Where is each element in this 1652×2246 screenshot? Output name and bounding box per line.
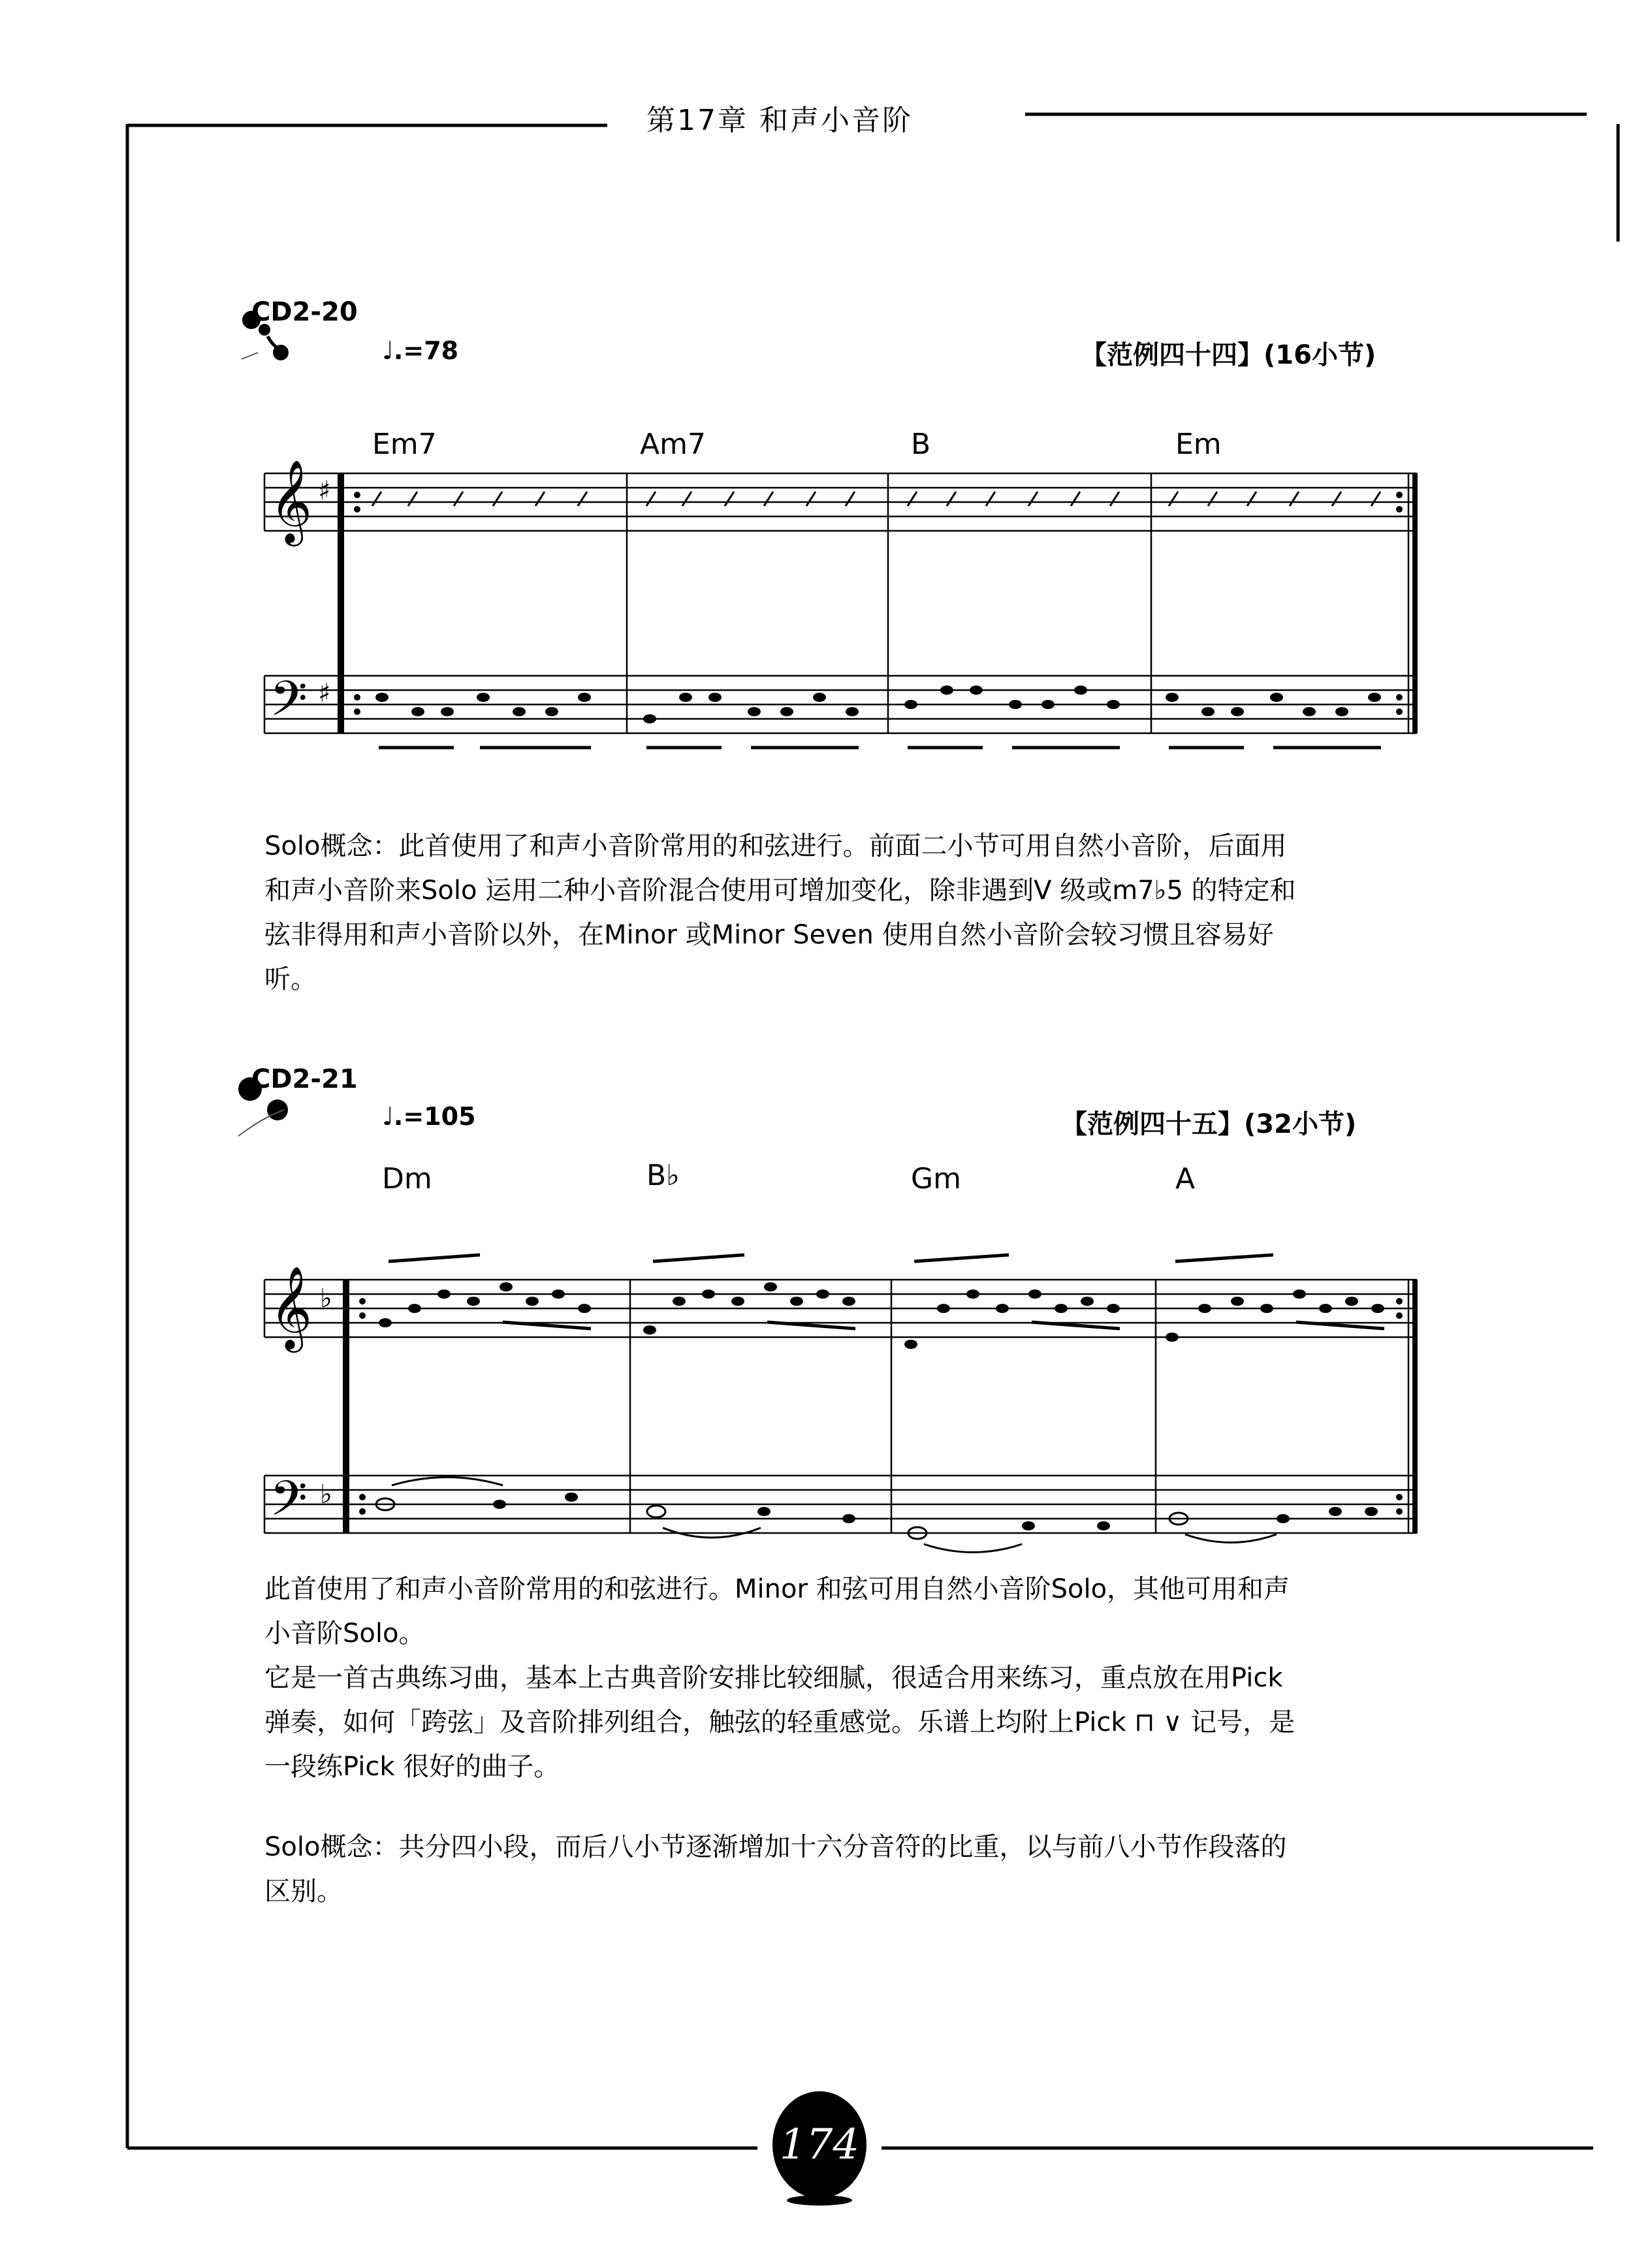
chord-symbol: Gm (911, 1162, 961, 1195)
chord-symbol: Em (1175, 428, 1222, 461)
chord-symbol: Am7 (640, 428, 706, 461)
example44-description (264, 824, 1427, 1002)
svg-text:♯: ♯ (318, 476, 331, 506)
page-border (0, 124, 1652, 2246)
tempo-marking: ♩.=105 (382, 1102, 476, 1131)
example-label: 【范例四十四】(16小节) (1081, 340, 1376, 370)
chord-symbol: Em7 (372, 428, 437, 461)
chord-symbol: Dm (382, 1162, 432, 1195)
text-line: 此首使用了和声小音阶常用的和弦进行。Minor 和弦可用自然小音阶Solo，其他可用和声 (264, 1574, 1290, 1604)
text-line: 弹奏，如何「跨弦」及音阶排列组合，触弦的轻重感觉。乐谱上均附上Pick ⊓ ∨ 记号，是 (264, 1707, 1295, 1737)
cd-track-label: CD2-21 (251, 1064, 358, 1094)
music-staff-system (258, 1214, 1427, 1554)
svg-text:♯: ♯ (318, 678, 331, 708)
text-line: 弦非得用和声小音阶以外，在Minor 或Minor Seven 使用自然小音阶会较习惯且容易好 (264, 920, 1274, 950)
text-line: 和声小音阶来Solo 运用二种小音阶混合使用可增加变化，除非遇到V 级或m7♭5 的特定和 (264, 876, 1296, 906)
svg-text:𝄢: 𝄢 (270, 1470, 308, 1539)
svg-text:𝄞: 𝄞 (270, 460, 313, 543)
text-line: 一段练Pick 很好的曲子。 (264, 1752, 560, 1782)
text-line: 听。 (264, 964, 317, 994)
text-line: Solo概念：共分四小段，而后八小节逐渐增加十六分音符的比重，以与前八小节作段落的 (264, 1832, 1287, 1862)
example45-description (264, 1567, 1427, 1789)
svg-text:𝄢: 𝄢 (270, 671, 308, 739)
page-number: 174 (779, 2121, 860, 2169)
cd-track-label: CD2-20 (251, 297, 358, 327)
svg-text:♭: ♭ (320, 1479, 332, 1510)
chord-symbol: B♭ (646, 1159, 680, 1192)
text-line: Solo概念：此首使用了和声小音阶常用的和弦进行。前面二小节可用自然小音阶，后面用 (264, 831, 1287, 861)
svg-text:𝄞: 𝄞 (270, 1265, 313, 1349)
tempo-marking: ♩.=78 (382, 336, 459, 365)
svg-text:♭: ♭ (320, 1284, 332, 1314)
music-staff-system (258, 460, 1427, 761)
chord-symbol: B (911, 428, 931, 461)
example45-solo-concept (264, 1825, 1427, 1914)
text-line: 它是一首古典练习曲，基本上古典音阶安排比较细腻，很适合用来练习，重点放在用Pick (264, 1663, 1283, 1693)
example-label: 【范例四十五】(32小节) (1061, 1109, 1357, 1139)
text-line: 小音阶Solo。 (264, 1619, 425, 1649)
text-line: 区别。 (264, 1876, 343, 1906)
chord-symbol: A (1175, 1162, 1196, 1195)
chapter-title: 第17章 和声小音阶 (646, 104, 913, 137)
